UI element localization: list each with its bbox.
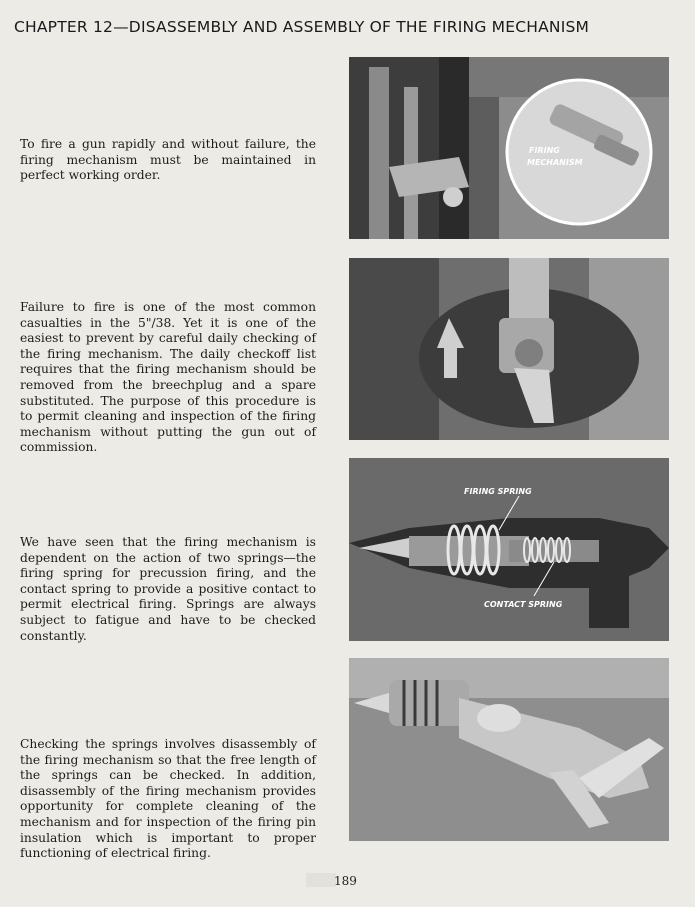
paragraph-failure-to-fire: Failure to fire is one of the most common casualties in the 5"/38. Yet it is one of the easiest to prevent by careful daily checking of the firing mechanism. The daily checkoff list requires that the firing mechanism should be removed from the breechplug and a spare substituted. The purpose of this procedure is to permit cleaning and inspection of the firing mechanism without putting the gun out of commission.	[20, 300, 316, 455]
photo-assembled-mechanism	[349, 658, 669, 841]
label-contact-spring: CONTACT SPRING	[484, 600, 563, 609]
photo-breech-with-inset	[349, 57, 669, 239]
paragraph-springs: We have seen that the firing mechanism is dependent on the action of two springs—the firing spring for precussion firing, and the contact spring to provide a positive contact to permit electrical firing. Springs are always subject to fatigue and have to be checked constantly.	[20, 535, 316, 643]
scan-artifact	[306, 873, 336, 887]
paragraph-checking-springs: Checking the springs involves disassembly of the firing mechanism so that the free length of the springs can be checked. In addition, disassembly of the firing mechanism provides opportunity for complete cleaning of the mechanism and for inspection of the firing pin insulation which is important to proper functioning of electrical firing.	[20, 737, 316, 861]
photo-mechanism-in-breechplug	[349, 258, 669, 440]
label-firing-spring: FIRING SPRING	[464, 487, 532, 496]
inset-label-firing: FIRING	[529, 146, 560, 155]
photo-cutaway-springs	[349, 458, 669, 641]
chapter-title: CHAPTER 12—DISASSEMBLY AND ASSEMBLY OF THE FIRING MECHANISM	[14, 18, 590, 36]
page-number: 189	[334, 874, 357, 888]
inset-label-mechanism: MECHANISM	[527, 158, 583, 167]
paragraph-intro: To fire a gun rapidly and without failure, the firing mechanism must be maintained in perfect working order.	[20, 137, 316, 183]
